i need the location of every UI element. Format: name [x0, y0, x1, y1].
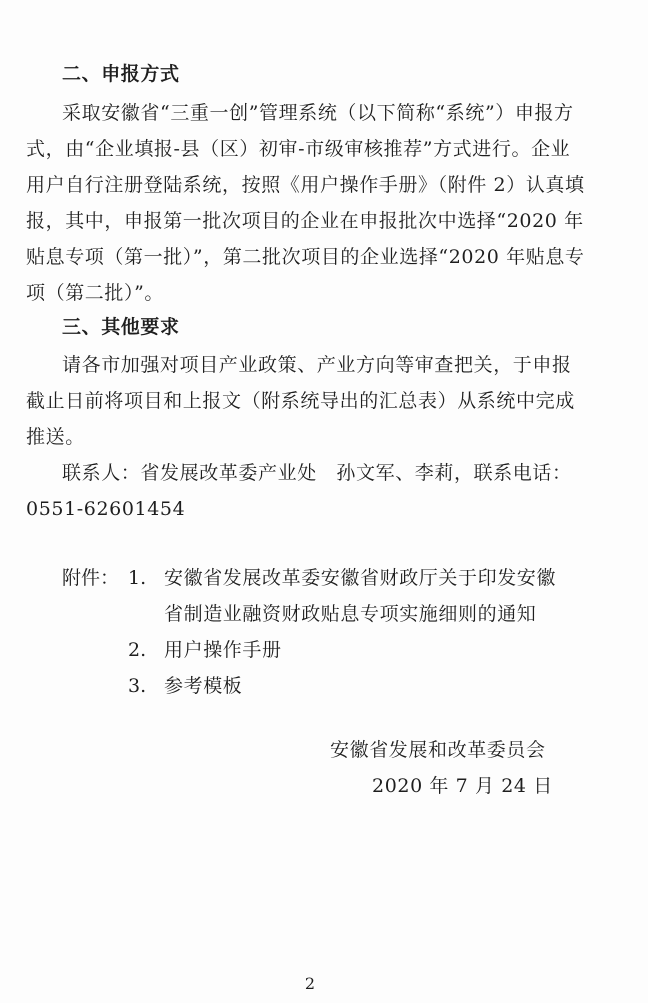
section2-line-5: 贴息专项（第一批）”，第二批次项目的企业选择“2020 年贴息专: [26, 246, 585, 268]
section2-line-1: 采取安徽省“三重一创”管理系统（以下简称“系统”）申报方: [62, 102, 574, 124]
signature-date: 2020 年 7 月 24 日: [372, 775, 553, 797]
section3-line-3: 推送。: [26, 426, 85, 448]
section3-heading: 三、其他要求: [62, 316, 180, 338]
contact-phone: 0551-62601454: [26, 498, 186, 520]
attachment-3-number: 3.: [128, 675, 147, 697]
section2-line-4: 报，其中，申报第一批次项目的企业在申报批次中选择“2020 年: [26, 210, 584, 232]
section3-line-2: 截止日前将项目和上报文（附系统导出的汇总表）从系统中完成: [26, 390, 575, 412]
attachment-1-line-2: 省制造业融资财政贴息专项实施细则的通知: [164, 603, 537, 625]
attachment-1-number: 1.: [128, 567, 147, 589]
attachment-1-line-1: 安徽省发展改革委安徽省财政厅关于印发安徽: [164, 567, 557, 589]
section2-line-3: 用户自行注册登陆系统，按照《用户操作手册》（附件 2）认真填: [26, 174, 585, 196]
contact-line: 联系人：省发展改革委产业处 孙文军、李莉，联系电话：: [62, 462, 572, 484]
attachments-label: 附件：: [62, 567, 120, 589]
section2-heading: 二、申报方式: [62, 63, 180, 85]
attachment-2-number: 2.: [128, 639, 147, 661]
section2-line-2: 式，由“企业填报-县（区）初审-市级审核推荐”方式进行。企业: [26, 138, 571, 160]
section2-line-6: 项（第二批）”。: [26, 282, 165, 304]
section3-line-1: 请各市加强对项目产业政策、产业方向等审查把关，于申报: [62, 354, 572, 376]
page-number: 2: [304, 974, 316, 993]
attachment-2-line-1: 用户操作手册: [164, 639, 282, 661]
signature-organization: 安徽省发展和改革委员会: [330, 739, 546, 761]
attachment-3-line-1: 参考模板: [164, 675, 243, 697]
